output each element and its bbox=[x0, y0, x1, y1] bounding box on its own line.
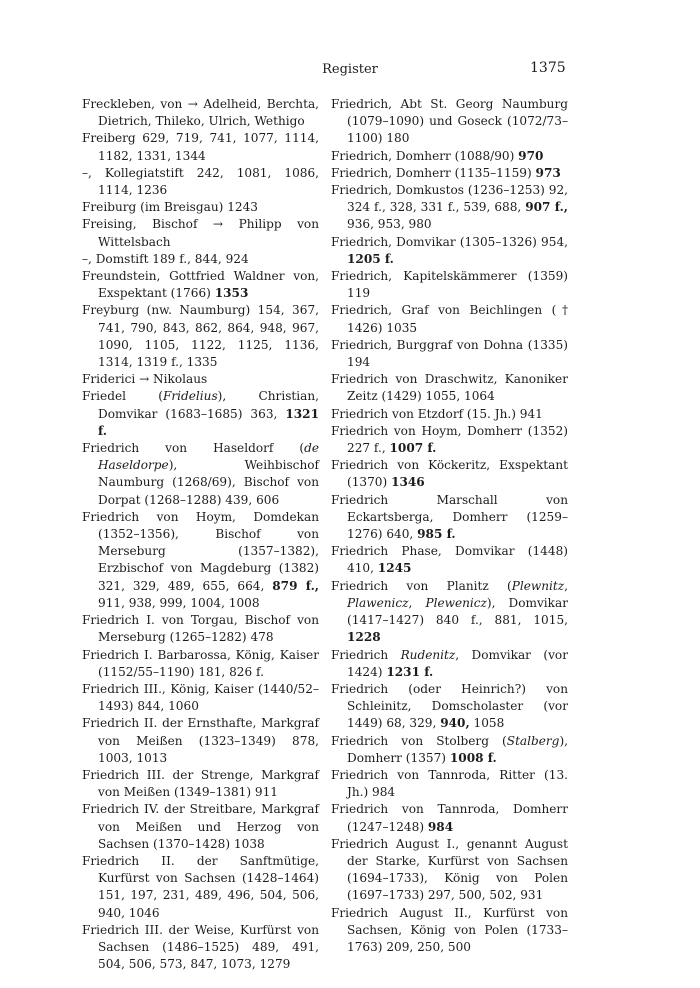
index-entry bbox=[82, 302, 319, 371]
entry-text: Freyburg (nw. Naumburg) 154, 367, 741, 790, 843, 862, 864, 948, 967, 1090, 1105, 1122, 1125, 1136, 1314, 1319 f., 1335 bbox=[82, 303, 319, 370]
index-entry bbox=[331, 801, 568, 835]
entry-text: , Domvikar (vor 1424) bbox=[347, 647, 568, 679]
entry-text: Friedrich I. von Torgau, Bischof von Merseburg (1265–1282) 478 bbox=[82, 613, 319, 645]
index-entry bbox=[331, 406, 568, 423]
index-entry bbox=[82, 268, 319, 302]
entry-page-ref-bold: 973 bbox=[535, 165, 561, 180]
entry-italic-text: Fridelius bbox=[162, 389, 218, 404]
index-entry bbox=[331, 165, 568, 182]
index-entry bbox=[331, 543, 568, 577]
index-entry bbox=[331, 371, 568, 405]
entry-text: Friedrich Phase, Domvikar (1448) 410, bbox=[331, 544, 568, 576]
entry-page-ref-bold: 1231 f. bbox=[386, 664, 434, 679]
index-entry bbox=[331, 836, 568, 905]
entry-text: , bbox=[408, 595, 426, 610]
entry-text: Friedrich, Domherr (1088/90) bbox=[331, 148, 519, 163]
entry-text: Friedrich, Domherr (1135–1159) bbox=[331, 165, 536, 180]
index-column-right bbox=[331, 96, 568, 956]
entry-italic-text: Plewenicz bbox=[425, 595, 487, 610]
index-entry bbox=[331, 302, 568, 336]
index-entry bbox=[82, 647, 319, 681]
index-entry bbox=[82, 388, 319, 440]
entry-text: Friedrich von Tannroda, Ritter (13. Jh.) 984 bbox=[331, 767, 568, 800]
index-entry bbox=[331, 905, 568, 957]
index-entry bbox=[82, 801, 319, 853]
entry-text: Friedrich II. der Ernsthafte, Markgraf von Meißen (1323–1349) 878, 1003, 1013 bbox=[82, 716, 319, 765]
entry-text: , bbox=[564, 578, 568, 593]
index-entry bbox=[82, 767, 319, 801]
entry-page-ref-bold: 984 bbox=[427, 819, 454, 834]
index-column-left bbox=[82, 96, 319, 973]
index-entry bbox=[82, 251, 319, 268]
index-entry bbox=[82, 681, 319, 715]
entry-page-ref-bold: 1007 f. bbox=[389, 441, 437, 456]
entry-text: Friedrich, Domkustos (1236–1253) 92, 324 f., 328, 331 f., 539, 688, bbox=[331, 183, 568, 215]
index-entry bbox=[331, 492, 568, 544]
entry-text: Freiburg (im Breisgau) 1243 bbox=[82, 200, 258, 215]
index-entry bbox=[82, 922, 319, 974]
index-entry bbox=[331, 578, 568, 647]
entry-text: Friderici → Nikolaus bbox=[82, 372, 208, 387]
entry-text: 1058 bbox=[469, 716, 505, 731]
entry-text: Friedrich (oder Heinrich?) von Schleinitz, Domscholaster (vor 1449) 68, 329, bbox=[331, 681, 568, 731]
entry-text: –, Kollegiatstift 242, 1081, 1086, 1114, 1236 bbox=[82, 165, 319, 198]
entry-text: Friedrich III. der Strenge, Markgraf von Meißen (1349–1381) 911 bbox=[82, 767, 319, 800]
index-entry bbox=[331, 96, 568, 148]
entry-italic-text: de Haseldorpe bbox=[98, 441, 319, 473]
entry-text: Friedrich II. der Sanftmütige, Kurfürst von Sachsen (1428–1464) 151, 197, 231, 489, 496, 504, 506, 940, 1046 bbox=[82, 853, 319, 920]
entry-text: Friedrich von Planitz ( bbox=[331, 578, 512, 593]
entry-text: Friedrich von Köckeritz, Exspektant (1370) bbox=[331, 458, 568, 490]
entry-text: 936, 953, 980 bbox=[347, 217, 432, 232]
entry-page-ref-bold: 970 bbox=[518, 148, 544, 163]
entry-text: Friedrich Marschall von Eckartsberga, Domherr (1259–1276) 640, bbox=[331, 492, 568, 542]
entry-italic-text: Plewnitz bbox=[511, 578, 565, 593]
entry-page-ref-bold: 1321 f. bbox=[98, 406, 319, 438]
index-entry bbox=[331, 148, 568, 165]
running-header: Register bbox=[322, 62, 378, 77]
entry-text: Friedrich von Etzdorf (15. Jh.) 941 bbox=[331, 406, 543, 421]
entry-text: Freckleben, von → Adelheid, Berchta, Dietrich, Thileko, Ulrich, Wethigo bbox=[82, 97, 319, 129]
entry-text: Friedrich IV. der Streitbare, Markgraf von Meißen und Herzog von Sachsen (1370–1428) 1038 bbox=[82, 802, 319, 851]
entry-text: Friedrich von Stolberg ( bbox=[331, 733, 507, 748]
entry-italic-text: Stalberg bbox=[506, 733, 560, 748]
entry-italic-text: Plawenicz bbox=[347, 595, 409, 610]
entry-text: Freising, Bischof → Philipp von Wittelsbach bbox=[82, 217, 319, 249]
index-entry bbox=[82, 130, 319, 164]
entry-page-ref-bold: 1353 bbox=[214, 286, 249, 301]
index-entry bbox=[82, 612, 319, 646]
entry-text: ), Domherr (1357) bbox=[347, 733, 568, 765]
index-entry bbox=[82, 165, 319, 199]
entry-text: Friedrich, Abt St. Georg Naumburg (1079–1090) und Goseck (1072/73–1100) 180 bbox=[331, 97, 568, 146]
entry-text: ), Weihbischof Naumburg (1268/69), Bischof von Dorpat (1268–1288) 439, 606 bbox=[98, 458, 319, 507]
entry-text: Friedrich August I., genannt August der Starke, Kurfürst von Sachsen (1694–1733), König von Polen (1697–1733) 297, 500, 502, 931 bbox=[331, 836, 568, 903]
entry-text: Freundstein, Gottfried Waldner von, Exspektant (1766) bbox=[82, 269, 319, 301]
entry-text: 911, 938, 999, 1004, 1008 bbox=[98, 595, 260, 610]
entry-text: Friedrich von Hoym, Domdekan (1352–1356), Bischof von Merseburg (1357–1382), Erzbischof von Magdeburg (1382) 321, 329, 489, 655, 664, bbox=[82, 509, 319, 593]
entry-text: Friedrich III., König, Kaiser (1440/52–1493) 844, 1060 bbox=[82, 681, 319, 714]
entry-page-ref-bold: 1346 bbox=[391, 475, 425, 490]
entry-text: ), Christian, Domvikar (1683–1685) 363, bbox=[98, 389, 319, 421]
entry-text: Friedrich, Graf von Beichlingen († 1426) 1035 bbox=[331, 303, 568, 335]
index-entry bbox=[82, 216, 319, 250]
index-entry bbox=[82, 96, 319, 130]
entry-page-ref-bold: 879 f., bbox=[272, 578, 319, 593]
entry-text: –, Domstift 189 f., 844, 924 bbox=[82, 251, 249, 266]
entry-text: Friedrich von Draschwitz, Kanoniker Zeitz (1429) 1055, 1064 bbox=[331, 372, 568, 404]
entry-text: Friedrich I. Barbarossa, König, Kaiser (1152/55–1190) 181, 826 f. bbox=[82, 647, 319, 679]
index-entry bbox=[82, 440, 319, 509]
entry-text: Friedrich bbox=[331, 647, 401, 662]
index-entry bbox=[82, 509, 319, 612]
index-entry bbox=[82, 371, 319, 388]
index-entry bbox=[331, 767, 568, 801]
entry-text: Friedrich, Kapitelskämmerer (1359) 119 bbox=[331, 269, 568, 301]
entry-text: Freiberg 629, 719, 741, 1077, 1114, 1182, 1331, 1344 bbox=[82, 131, 319, 163]
entry-page-ref-bold: 1245 bbox=[377, 561, 412, 576]
entry-text: Friedrich III. der Weise, Kurfürst von Sachsen (1486–1525) 489, 491, 504, 506, 573, 847, 1073, 1279 bbox=[82, 922, 319, 972]
index-entry bbox=[331, 733, 568, 767]
entry-text: Friedel ( bbox=[82, 389, 163, 404]
index-entry bbox=[331, 337, 568, 371]
entry-page-ref-bold: 907 f., bbox=[525, 200, 568, 215]
entry-text: Friedrich von Hoym, Domherr (1352) 227 f., bbox=[331, 423, 568, 456]
index-entry bbox=[331, 268, 568, 302]
entry-italic-text: Rudenitz bbox=[400, 647, 456, 662]
entry-page-ref-bold: 1008 f. bbox=[449, 750, 497, 765]
index-entry bbox=[331, 234, 568, 268]
index-entry bbox=[331, 647, 568, 681]
entry-page-ref-bold: 1228 bbox=[347, 630, 381, 645]
entry-text: Friedrich von Haseldorf ( bbox=[82, 441, 305, 456]
entry-text: Friedrich von Tannroda, Domherr (1247–1248) bbox=[331, 802, 568, 834]
entry-page-ref-bold: 1205 f. bbox=[347, 251, 394, 266]
page-number: 1375 bbox=[530, 60, 566, 76]
index-entry bbox=[331, 457, 568, 491]
entry-text: ), Domvikar (1417–1427) 840 f., 881, 1015, bbox=[347, 595, 568, 628]
entry-text: Friedrich, Burggraf von Dohna (1335) 194 bbox=[331, 337, 568, 370]
entry-text: Friedrich, Domvikar (1305–1326) 954, bbox=[331, 234, 568, 249]
index-entry bbox=[82, 853, 319, 922]
index-entry bbox=[82, 715, 319, 767]
entry-page-ref-bold: 940, bbox=[440, 716, 470, 731]
entry-page-ref-bold: 985 f. bbox=[417, 527, 456, 542]
index-entry bbox=[331, 423, 568, 457]
index-entry bbox=[82, 199, 319, 216]
entry-text: Friedrich August II., Kurfürst von Sachsen, König von Polen (1733–1763) 209, 250, 500 bbox=[331, 905, 568, 954]
index-entry bbox=[331, 182, 568, 234]
index-entry bbox=[331, 681, 568, 733]
